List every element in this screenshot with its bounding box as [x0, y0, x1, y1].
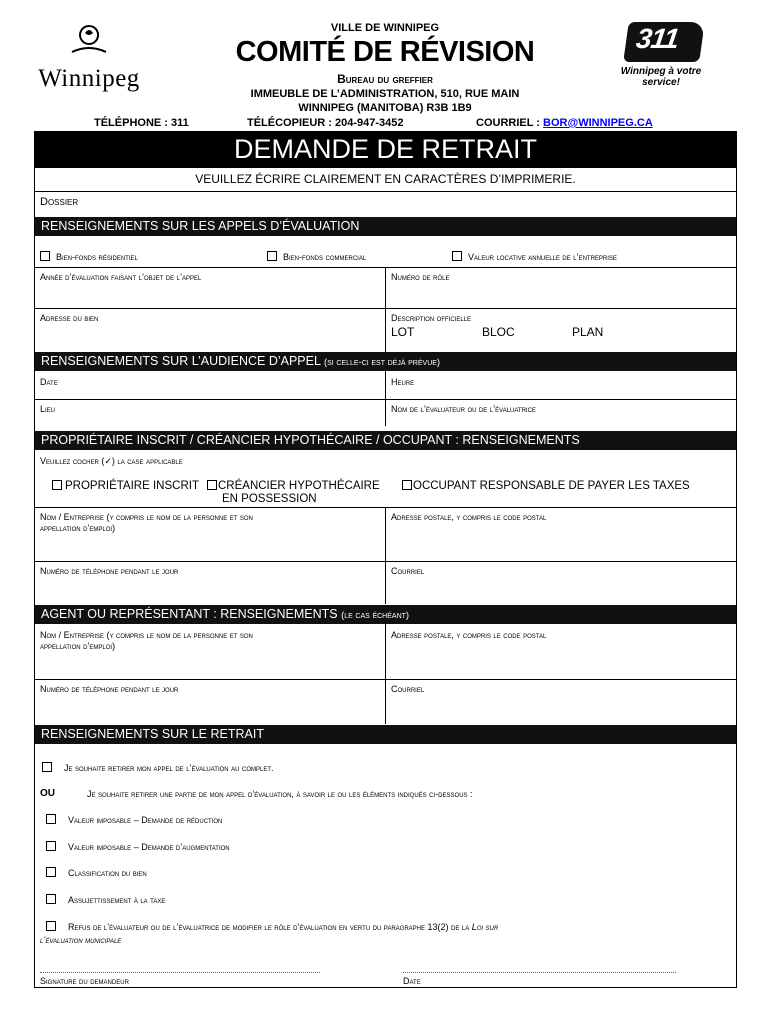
full-withdrawal-label: Je souhaite retirer mon appel de l’évaluation au complet. [64, 763, 274, 773]
divider [35, 399, 736, 400]
occupant-option[interactable] [402, 480, 690, 492]
section-hearing-heading [35, 352, 736, 371]
bureau-name: Bureau du greffier [337, 72, 433, 86]
reduction-checkbox[interactable] [46, 814, 56, 824]
311-badge-number: 311 [634, 23, 681, 54]
hearing-date-field[interactable]: Date [40, 377, 58, 387]
fax-number: TÉLÉCOPIEUR : 204-947-3452 [247, 117, 404, 129]
owner-name-label-1: Nom / Entreprise (y compris le nom de la personne et son [40, 512, 253, 522]
hearing-time-field[interactable]: Heure [391, 377, 415, 387]
rental-value-option[interactable] [452, 251, 617, 263]
hearing-heading-text: RENSEIGNEMENTS SUR L’AUDIENCE D’APPEL [41, 354, 321, 368]
signature-line[interactable] [40, 972, 320, 973]
rental-value-label: Valeur locative annuelle de l’entreprise [468, 252, 617, 262]
refusal-checkbox[interactable] [46, 921, 56, 931]
email-label: COURRIEL : [476, 117, 544, 129]
residential-option[interactable] [40, 251, 138, 263]
agent-name-field[interactable] [40, 630, 253, 652]
form-title: DEMANDE DE RETRAIT [34, 131, 737, 168]
column-divider [385, 624, 386, 724]
liability-label: Assujettissement à la taxe [68, 895, 166, 905]
owner-phone-field[interactable]: Numéro de téléphone pendant le jour [40, 566, 179, 576]
address-line-2: WINNIPEG (MANITOBA) R3B 1B9 [298, 102, 472, 114]
owner-name-field[interactable] [40, 512, 253, 534]
creditor-checkbox[interactable] [207, 480, 217, 490]
logo-wordmark: Winnipeg [38, 65, 140, 92]
owner-option[interactable] [52, 480, 199, 492]
reduction-option[interactable] [46, 814, 222, 826]
divider [35, 308, 736, 309]
lot-label: LOT [391, 325, 415, 339]
agent-name-label-1: Nom / Entreprise (y compris le nom de la personne et son [40, 630, 253, 640]
311-badge-icon [623, 22, 705, 62]
commercial-checkbox[interactable] [267, 251, 277, 261]
refusal-law-title-2: l’évaluation municipale [40, 935, 122, 945]
full-withdrawal-option[interactable] [42, 762, 273, 774]
creditor-label-2: EN POSSESSION [222, 493, 317, 505]
legal-description-field[interactable]: Description officielle [391, 313, 472, 323]
section-owner-heading: PROPRIÉTAIRE INSCRIT / CRÉANCIER HYPOTHÉCAIRE / OCCUPANT : RENSEIGNEMENTS [35, 431, 736, 450]
owner-name-label-2: appellation d’emploi) [40, 523, 116, 533]
full-withdrawal-checkbox[interactable] [42, 762, 52, 772]
column-divider [385, 507, 386, 604]
reduction-label: Valeur imposable – Demande de réduction [68, 815, 223, 825]
section-agent-heading [35, 605, 736, 624]
plan-label: PLAN [572, 325, 604, 339]
agent-phone-field[interactable]: Numéro de téléphone pendant le jour [40, 684, 179, 694]
agent-heading-text: AGENT OU REPRÉSENTANT : RENSEIGNEMENTS [41, 607, 338, 621]
page-title: COMITÉ DE RÉVISION [235, 36, 535, 68]
city-name: VILLE DE WINNIPEG [330, 22, 440, 34]
assessment-year-field[interactable]: Année d’évaluation faisant l’objet de l’appel [40, 272, 202, 282]
owner-label: PROPRIÉTAIRE INSCRIT [65, 480, 199, 492]
assessor-name-field[interactable]: Nom de l’évaluateur ou de l’évaluatrice [391, 404, 536, 414]
divider [35, 679, 736, 680]
divider [35, 191, 736, 192]
dossier-field[interactable]: Dossier [40, 196, 79, 208]
owner-email-field[interactable]: Courriel [391, 566, 425, 576]
refusal-option[interactable] [46, 920, 726, 934]
property-address-field[interactable]: Adresse du bien [40, 313, 99, 323]
email-contact [476, 117, 653, 129]
signature-label: Signature du demandeur [40, 976, 129, 986]
311-logo [606, 22, 716, 92]
bloc-label: BLOC [482, 325, 515, 339]
residential-checkbox[interactable] [40, 251, 50, 261]
rental-value-checkbox[interactable] [452, 251, 462, 261]
section-withdrawal-heading: RENSEIGNEMENTS SUR LE RETRAIT [35, 725, 736, 744]
agent-postal-field[interactable]: Adresse postale, y compris le code postal [391, 630, 547, 640]
agent-heading-note: (le cas échéant) [341, 610, 410, 621]
hearing-heading-note: (si celle-ci est déjà prévue) [323, 357, 441, 368]
or-separator: OU [40, 788, 55, 799]
refusal-label: Refus de l’évaluateur ou de l’évaluatrice de modifier le rôle d’évaluation en vertu du paragraphe 13(2) de la [68, 922, 472, 932]
signature-date-line[interactable] [403, 972, 676, 973]
check-instruction: Veuillez cocher (✓) la case applicable [40, 456, 183, 466]
owner-postal-field[interactable]: Adresse postale, y compris le code postal [391, 512, 547, 522]
email-link[interactable]: BOR@WINNIPEG.CA [543, 117, 653, 129]
signature-date-label: Date [403, 976, 421, 986]
partial-withdrawal-text: Je souhaite retirer une partie de mon appel d’évaluation, à savoir le ou les éléments indiqués ci-dessous : [87, 789, 473, 799]
section-appeals-heading: RENSEIGNEMENTS SUR LES APPELS D’ÉVALUATION [35, 217, 736, 236]
311-tagline: Winnipeg à votre service! [620, 66, 702, 88]
occupant-label: OCCUPANT RESPONSABLE DE PAYER LES TAXES [413, 480, 690, 492]
commercial-label: Bien-fonds commercial [283, 252, 367, 262]
creditor-label: CRÉANCIER HYPOTHÉCAIRE [218, 480, 380, 492]
increase-checkbox[interactable] [46, 841, 56, 851]
liability-checkbox[interactable] [46, 894, 56, 904]
column-divider [385, 267, 386, 352]
hearing-place-field[interactable]: Lieu [40, 404, 56, 414]
increase-label: Valeur imposable – Demande d’augmentation [68, 842, 230, 852]
address-line-1: IMMEUBLE DE L’ADMINISTRATION, 510, RUE MAIN [250, 88, 520, 100]
refusal-law-title-1: Loi sur [471, 922, 499, 932]
creditor-option[interactable] [207, 480, 380, 506]
agent-name-label-2: appellation d’emploi) [40, 641, 116, 651]
classification-label: Classification du bien [68, 868, 147, 878]
occupant-checkbox[interactable] [402, 480, 412, 490]
classification-option[interactable] [46, 867, 147, 879]
commercial-option[interactable] [267, 251, 366, 263]
divider [35, 561, 736, 562]
liability-option[interactable] [46, 894, 165, 906]
roll-number-field[interactable]: Numéro de rôle [391, 272, 450, 282]
owner-checkbox[interactable] [52, 480, 62, 490]
classification-checkbox[interactable] [46, 867, 56, 877]
agent-email-field[interactable]: Courriel [391, 684, 425, 694]
residential-label: Bien-fonds résidentiel [56, 252, 138, 262]
print-instruction: VEUILLEZ ÉCRIRE CLAIREMENT EN CARACTÈRES D’IMPRIMERIE. [195, 172, 576, 186]
phone-number: TÉLÉPHONE : 311 [94, 117, 189, 129]
increase-option[interactable] [46, 841, 230, 853]
